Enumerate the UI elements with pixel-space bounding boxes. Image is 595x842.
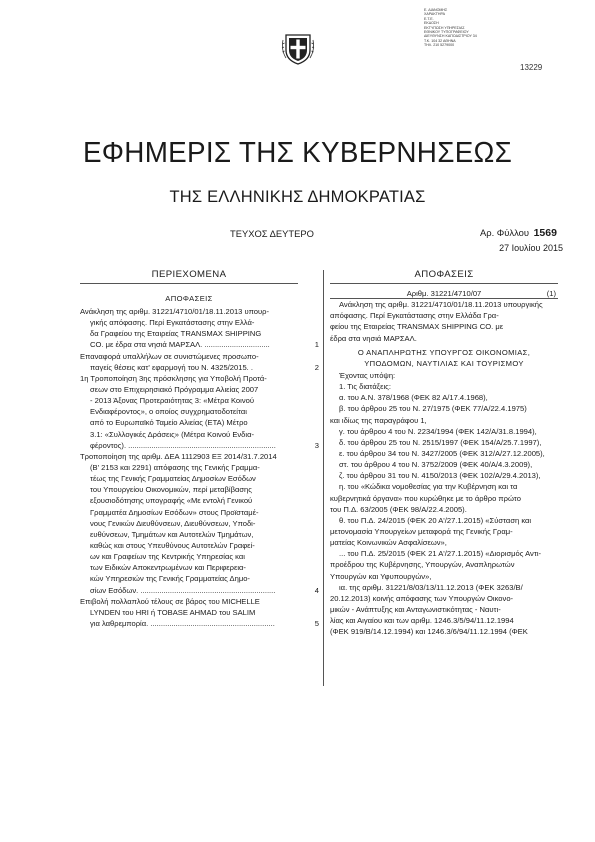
decision-body-line: Υπουργών και Υφυπουργών», <box>330 571 432 581</box>
toc-entry-line: καθώς και στους Υπευθύνους Αυτοτελών Γραφεί- <box>90 540 255 550</box>
toc-heading: ΠΕΡΙΕΧΟΜΕΝΑ <box>151 269 227 280</box>
decision-body-line: (ΦΕΚ 919/Β/14.12.1994) και 1246.3/6/94/11.12.1994 (ΦΕΚ <box>330 627 528 637</box>
decision-body-line: και ιδίως της παραγράφου 1, <box>330 415 427 425</box>
toc-entry-line: 3.1: «Συλλογικές Δράσεις» (Μέτρα Κοινού Ενδια- <box>90 429 255 439</box>
toc-entry-line: του Υπουργείου Οικονομικών, περί μεταβίβασης <box>90 485 252 495</box>
toc-entry[interactable] <box>80 351 319 373</box>
greek-coat-of-arms-icon <box>280 30 316 66</box>
decision-intro-line: απόφασης. Περί Εγκατάστασης στην Ελλάδα Γρα- <box>330 311 499 321</box>
decision-body-line: ματείας Κοινωνικών Ασφαλίσεων», <box>330 538 447 548</box>
decision-body-line: λίας και Αιγαίου και των αριθμ. 1246.3/5/94/11.12.1994 <box>330 616 514 626</box>
decision-body <box>330 370 558 637</box>
stamp-line: Τ.Κ. 104 32 ΑΘΗΝΑ <box>424 38 456 43</box>
toc-entry-line: για λαθρεμπορία. ........................................................... <box>90 618 275 628</box>
issue-date: 27 Ιουλίου 2015 <box>499 243 563 253</box>
decision-body-line: δ. του άρθρου 25 του Ν. 2515/1997 (ΦΕΚ 154/Α/25.7.1997), <box>339 437 542 447</box>
page-number: 13229 <box>520 63 543 72</box>
issue-series: ΤΕΥΧΟΣ ΔΕΥΤΕΡΟ <box>230 228 314 239</box>
decision-body-line: στ. του άρθρου 4 του Ν. 3752/2009 (ΦΕΚ 40/Α/4.3.2009), <box>339 460 533 470</box>
toc-entry-line: Επιβολή πολλαπλού τέλους σε βάρος του MICHELLE <box>80 596 260 606</box>
decision-body-line: προέδρου της Κυβέρνησης, Υπουργών, Αναπληρωτών <box>330 560 515 570</box>
stamp-line: ΕΚΔΟΣΗ <box>424 21 439 26</box>
decision-body-line: ια. της αριθμ. 31221/8/03/13/11.12.2013 (ΦΕΚ 3263/Β/ <box>339 582 523 592</box>
toc-entry[interactable] <box>80 451 319 596</box>
toc-entry-line: κών Υπηρεσιών της Γενικής Γραμματείας Δημο- <box>90 574 250 584</box>
decisions-heading: ΑΠΟΦΑΣΕΙΣ <box>414 269 474 280</box>
toc-entry-line: ευθύνσεων, Τμημάτων και Αυτοτελών Τμημάτων, <box>90 529 254 539</box>
decision-body-line: κυβερνητικά όργανα» που κυρώθηκε με το άρθρο πρώτο <box>330 493 521 503</box>
decision-ref-number: (1) <box>546 289 556 298</box>
decision-body-line: η. του «Κώδικα νομοθεσίας για την Κυβέρνηση και τα <box>339 482 518 492</box>
decision-body-line: μικών - Ανάπτυξης και Ανταγωνιστικότητας - Ναυτι- <box>330 604 501 614</box>
stamp-line: ΕΘΝΙΚΟΥ ΤΥΠΟΓΡΑΦΕΙΟΥ <box>424 30 469 35</box>
decision-minister <box>330 347 558 369</box>
toc-entry-line: φέροντος). ...................................................................... <box>90 440 276 450</box>
toc-page-number: 1 <box>314 340 319 350</box>
decision-body-line: του Π.Δ. 63/2005 (ΦΕΚ 98/Α/22.4.2005). <box>330 504 467 514</box>
decision-intro-line: φείου της Εταιρείας TRANSMAX SHIPPING CO. με <box>330 322 504 332</box>
stamp-line: ΧΑΡΑΚΤΗΡΑ <box>424 12 446 17</box>
toc-entry-line: Γραμματέα Δημοσίων Εσόδων» στους Προϊσταμέ- <box>90 507 259 517</box>
decision-body-line: ζ. του άρθρου 31 του Ν. 4150/2013 (ΦΕΚ 102/Α/29.4.2013), <box>339 471 541 481</box>
toc-entry-line: γικής απόφασης. Περί Εγκατάστασης στην Ελλά- <box>90 318 255 328</box>
toc-entry-line: των Ειδικών Αποκεντρωμένων και Περιφερεια- <box>90 563 246 573</box>
toc-entry-line: παγείς θέσεις κατ' εφαρμογή του Ν. 4325/2015. . <box>90 362 254 372</box>
toc-entry-line: 1η Τροποποίηση 3ης πρόσκλησης για Υποβολή Προτά- <box>80 373 267 383</box>
toc-entries <box>80 306 319 629</box>
toc-entry-line: LYNDEN του HRI ή TOBASE AHMAD του SALIM <box>90 607 256 617</box>
toc-page-number: 4 <box>314 585 319 595</box>
toc-heading-rule <box>80 283 298 284</box>
toc-subheading: ΑΠΟΦΑΣΕΙΣ <box>165 294 213 303</box>
decisions-heading-rule <box>330 283 558 284</box>
toc-entry-line: Ανάκληση της αριθμ. 31221/4710/01/18.11.2013 υπουρ- <box>80 307 270 316</box>
toc-entry-line: από το Ευρωπαϊκό Ταμείο Αλιείας (ΕΤΑ) Μέτρο <box>90 418 248 428</box>
minister-title-line: ΥΠΟΔΟΜΩΝ, ΝΑΥΤΙΛΙΑΣ ΚΑΙ ΤΟΥΡΙΣΜΟΥ <box>364 358 524 368</box>
decision-intro <box>330 299 558 344</box>
decision-body-line: γ. του άρθρου 4 του Ν. 2234/1994 (ΦΕΚ 142/Α/31.8.1994), <box>339 426 537 436</box>
toc-entry-line: δα Γραφείου της Εταιρείας TRANSMAX SHIPPING <box>90 329 262 339</box>
decisions-column <box>330 268 558 637</box>
gazette-subtitle: ΤΗΣ ΕΛΛΗΝΙΚΗΣ ΔΗΜΟΚΡΑΤΙΑΣ <box>169 188 426 206</box>
stamp-line: ΕΚΤΥΠΩΣΗ ΥΠΗΡΕΣΙΑΣ <box>424 25 465 30</box>
sheet-number-label <box>480 227 557 239</box>
printing-office-stamp <box>424 8 482 48</box>
toc-page-number: 3 <box>314 440 319 450</box>
decision-intro-line: έδρα στα νησιά ΜΑΡΣΑΛ. <box>330 333 417 343</box>
toc-entry-line: νους Γενικών Διευθύνσεων, Διευθύνσεων, Υποδι- <box>90 518 256 528</box>
decision-intro-line: Ανάκληση της αριθμ. 31221/4710/01/18.11.2013 υπουργικής <box>339 300 543 310</box>
sheet-number: 1569 <box>533 227 557 239</box>
decision-body-line: Έχοντας υπόψη: <box>339 370 396 380</box>
stamp-line: ΤΗΛ. 210 5279000 <box>424 43 455 48</box>
decision-body-line: 1. Τις διατάξεις: <box>339 382 391 392</box>
minister-title-line: Ο ΑΝΑΠΛΗΡΩΤΗΣ ΥΠΟΥΡΓΟΣ ΟΙΚΟΝΟΜΙΑΣ, <box>357 347 531 357</box>
stamp-line: Ε. ΔΙΑΝΟΜΗΣ <box>424 8 448 12</box>
toc-entry[interactable] <box>80 596 319 629</box>
toc-entry-line: Τροποποίηση της αριθμ. ΔΕΑ 1112903 ΕΞ 2014/31.7.2014 <box>80 451 277 461</box>
toc-page-number: 5 <box>314 618 319 628</box>
toc-entry-line: εξουσιοδότησης υπογραφής «Με εντολή Γενικού <box>90 496 253 506</box>
toc-entry-line: σίων Εσόδων. ................................................................ <box>90 585 276 595</box>
sheet-label: Αρ. Φύλλου <box>480 227 529 238</box>
decision-body-line: μετονομασία Υπουργείων μεταφορά της Γενικής Γραμ- <box>330 526 513 536</box>
toc-page-number: 2 <box>314 362 319 372</box>
decision-body-line: 20.12.2013) κοινής απόφασης των Υπουργών Οικονο- <box>330 593 514 603</box>
decision-body-line: α. του Α.Ν. 378/1968 (ΦΕΚ 82 Α/17.4.1968), <box>339 393 488 403</box>
decision-body-line: ε. του άρθρου 34 του Ν. 3427/2005 (ΦΕΚ 312/Α/27.12.2005), <box>339 448 545 458</box>
toc-entry-line: τέως της Γενικής Γραμματείας Δημοσίων Εσόδων <box>90 474 256 484</box>
toc-entry-line: Ενδιαφέροντος», ο οποίος συγχρηματοδοτείται <box>90 407 247 417</box>
decision-body-line: β. του άρθρου 25 του Ν. 27/1975 (ΦΕΚ 77/Α/22.4.1975) <box>339 404 527 414</box>
toc-entry[interactable] <box>80 373 319 451</box>
column-divider <box>323 270 324 686</box>
stamp-line: ΔΙΕΥΘΥΝΣΗ ΚΑΠΟΔΙΣΤΡΙΟΥ 34 <box>424 34 477 39</box>
toc-entry[interactable] <box>80 306 319 351</box>
toc-entry-line: ων και Γραφείων της Κεντρικής Υπηρεσίας και <box>90 552 245 562</box>
gazette-title: ΕΦΗΜΕΡΙΣ ΤΗΣ ΚΥΒΕΡΝΗΣΕΩΣ <box>82 137 513 169</box>
toc-entry-line: Επαναφορά υπαλλήλων σε συνιστώμενες προσωπο- <box>80 351 259 361</box>
toc-entry-line: σεων στο Επιχειρησιακό Πρόγραμμα Αλιείας 2007 <box>90 384 259 394</box>
decision-reference <box>330 288 558 299</box>
decision-ref-text: Αριθμ. 31221/4710/07 <box>406 289 482 298</box>
decision-body-line: ... του Π.Δ. 25/2015 (ΦΕΚ 21 Α'/27.1.2015) «Διορισμός Αντι- <box>339 549 542 559</box>
toc-entry-line: (Β' 2153 και 2291) απόφασης της Γενικής Γραμμα- <box>90 462 260 472</box>
stamp-line: Ε.Τ.Ε. <box>424 16 434 21</box>
table-of-contents <box>80 268 319 629</box>
toc-entry-line: CO. με έδρα στα νησιά ΜΑΡΣΑΛ. ............................... <box>90 340 270 350</box>
decision-body-line: θ. του Π.Δ. 24/2015 (ΦΕΚ 20 Α'/27.1.2015) «Σύσταση και <box>339 515 532 525</box>
toc-entry-line: - 2013 Άξονας Προτεραιότητας 3: «Μέτρα Κοινού <box>90 396 255 406</box>
